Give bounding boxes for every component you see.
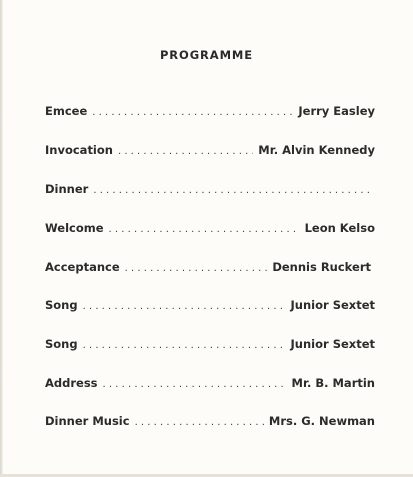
item-label: Dinner bbox=[45, 182, 89, 196]
item-label: Invocation bbox=[45, 143, 113, 157]
programme-item-welcome bbox=[45, 221, 375, 235]
item-value: Mr. Alvin Kennedy bbox=[258, 143, 375, 157]
item-value: Mr. B. Martin bbox=[291, 376, 375, 390]
dot-leader bbox=[118, 146, 253, 157]
item-value: Mrs. G. Newman bbox=[268, 414, 375, 428]
item-label: Welcome bbox=[45, 221, 104, 235]
dot-leader bbox=[109, 224, 300, 235]
dot-leader bbox=[103, 379, 287, 390]
dot-leader bbox=[92, 107, 293, 118]
dot-leader bbox=[83, 301, 286, 312]
programme-item-song-1 bbox=[45, 298, 375, 312]
page-left-edge bbox=[0, 0, 3, 477]
dot-leader bbox=[83, 340, 286, 351]
dot-leader bbox=[93, 185, 373, 196]
item-label: Song bbox=[45, 298, 78, 312]
programme-title: PROGRAMME bbox=[159, 48, 254, 62]
programme-item-song-2 bbox=[45, 337, 375, 351]
item-value: Dennis Ruckert bbox=[272, 260, 371, 274]
programme-item-emcee bbox=[45, 104, 375, 118]
dot-leader bbox=[125, 263, 268, 274]
programme-item-invocation bbox=[45, 143, 375, 157]
item-label: Acceptance bbox=[45, 260, 120, 274]
programme-item-dinner bbox=[45, 182, 375, 196]
item-value: Leon Kelso bbox=[304, 221, 375, 235]
programme-item-address bbox=[45, 376, 375, 390]
item-label: Address bbox=[45, 376, 98, 390]
programme-item-dinner-music bbox=[45, 414, 375, 428]
item-label: Dinner Music bbox=[45, 414, 130, 428]
item-value: Junior Sextet bbox=[290, 298, 375, 312]
programme-item-acceptance bbox=[45, 260, 371, 274]
dot-leader bbox=[135, 417, 264, 428]
item-value: Junior Sextet bbox=[290, 337, 375, 351]
item-label: Song bbox=[45, 337, 78, 351]
item-label: Emcee bbox=[45, 104, 88, 118]
item-value: Jerry Easley bbox=[298, 104, 375, 118]
